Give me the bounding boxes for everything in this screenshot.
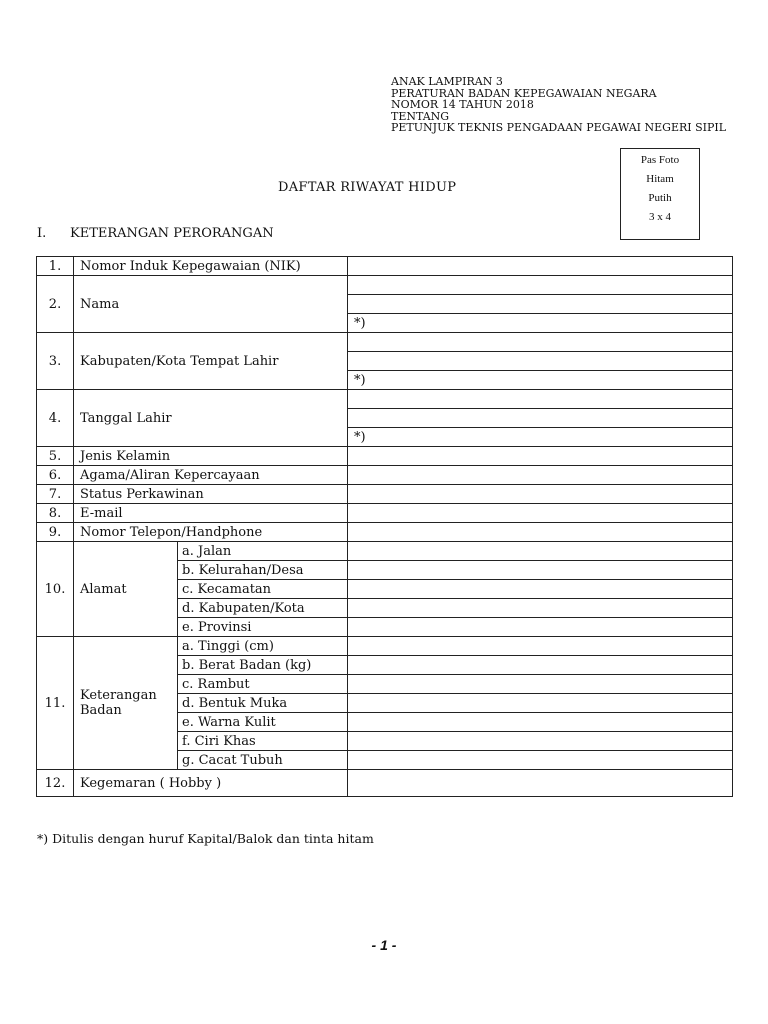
jenis-kelamin-field[interactable]	[348, 447, 733, 466]
document-header	[391, 76, 726, 134]
kabupaten-field[interactable]	[348, 599, 733, 618]
sub-label: b. Kelurahan/Desa	[178, 561, 348, 580]
table-row	[37, 390, 733, 409]
row-number: 5.	[37, 447, 74, 466]
sub-label: c. Kecamatan	[178, 580, 348, 599]
telepon-field[interactable]	[348, 523, 733, 542]
row-number: 3.	[37, 333, 74, 390]
row-number: 12.	[37, 770, 74, 797]
row-label: Kegemaran ( Hobby )	[74, 770, 348, 797]
table-row	[37, 485, 733, 504]
agama-field[interactable]	[348, 466, 733, 485]
header-line-3: NOMOR 14 TAHUN 2018	[391, 98, 534, 111]
nama-field-line-1[interactable]	[348, 276, 733, 295]
row-number: 2.	[37, 276, 74, 333]
row-label: Nomor Telepon/Handphone	[74, 523, 348, 542]
row-number: 1.	[37, 257, 74, 276]
row-label: Nama	[74, 276, 348, 333]
tinggi-field[interactable]	[348, 637, 733, 656]
row-label-line-2: Badan	[80, 703, 122, 718]
header-line-1: ANAK LAMPIRAN 3	[391, 75, 503, 88]
photo-box[interactable]	[620, 148, 700, 240]
row-label	[74, 637, 178, 770]
tempat-lahir-field-line-1[interactable]	[348, 333, 733, 352]
tempat-lahir-field-line-2[interactable]	[348, 352, 733, 371]
row-label: Jenis Kelamin	[74, 447, 348, 466]
row-label: Agama/Aliran Kepercayaan	[74, 466, 348, 485]
table-row	[37, 466, 733, 485]
berat-badan-field[interactable]	[348, 656, 733, 675]
ciri-khas-field[interactable]	[348, 732, 733, 751]
row-label: Status Perkawinan	[74, 485, 348, 504]
row-label: Nomor Induk Kepegawaian (NIK)	[74, 257, 348, 276]
sub-label: d. Bentuk Muka	[178, 694, 348, 713]
table-row	[37, 447, 733, 466]
section-heading	[37, 226, 274, 241]
table-row	[37, 523, 733, 542]
table-row	[37, 333, 733, 352]
photo-box-line-2: Hitam	[646, 173, 674, 185]
row-number: 4.	[37, 390, 74, 447]
sub-label: e. Provinsi	[178, 618, 348, 637]
table-row	[37, 257, 733, 276]
nama-field-note[interactable]: *)	[348, 314, 733, 333]
sub-label: c. Rambut	[178, 675, 348, 694]
tanggal-lahir-field-note[interactable]: *)	[348, 428, 733, 447]
provinsi-field[interactable]	[348, 618, 733, 637]
status-perkawinan-field[interactable]	[348, 485, 733, 504]
section-number: I.	[37, 226, 47, 241]
row-label: Tanggal Lahir	[74, 390, 348, 447]
row-number: 10.	[37, 542, 74, 637]
footnote: *) Ditulis dengan huruf Kapital/Balok dan tinta hitam	[37, 831, 374, 846]
jalan-field[interactable]	[348, 542, 733, 561]
row-number: 11.	[37, 637, 74, 770]
sub-label: a. Jalan	[178, 542, 348, 561]
document-title: DAFTAR RIWAYAT HIDUP	[278, 180, 457, 195]
tanggal-lahir-field-line-1[interactable]	[348, 390, 733, 409]
email-field[interactable]	[348, 504, 733, 523]
sub-label: g. Cacat Tubuh	[178, 751, 348, 770]
tempat-lahir-field-note[interactable]: *)	[348, 371, 733, 390]
table-row	[37, 276, 733, 295]
sub-label: f. Ciri Khas	[178, 732, 348, 751]
page-number: - 1 -	[371, 937, 397, 953]
kelurahan-field[interactable]	[348, 561, 733, 580]
row-label: Kabupaten/Kota Tempat Lahir	[74, 333, 348, 390]
table-row	[37, 637, 733, 656]
hobby-field[interactable]	[348, 770, 733, 797]
tanggal-lahir-field-line-2[interactable]	[348, 409, 733, 428]
row-number: 6.	[37, 466, 74, 485]
row-label: E-mail	[74, 504, 348, 523]
cacat-tubuh-field[interactable]	[348, 751, 733, 770]
nama-field-line-2[interactable]	[348, 295, 733, 314]
kecamatan-field[interactable]	[348, 580, 733, 599]
sub-label: a. Tinggi (cm)	[178, 637, 348, 656]
table-row	[37, 504, 733, 523]
nik-field[interactable]	[348, 257, 733, 276]
rambut-field[interactable]	[348, 675, 733, 694]
header-line-5: PETUNJUK TEKNIS PENGADAAN PEGAWAI NEGERI SIPIL	[391, 121, 727, 134]
row-label: Alamat	[74, 542, 178, 637]
photo-box-line-4: 3 x 4	[649, 211, 671, 223]
section-label: KETERANGAN PERORANGAN	[70, 226, 274, 241]
table-row	[37, 542, 733, 561]
header-line-4: TENTANG	[391, 109, 450, 123]
personal-info-table	[36, 256, 733, 797]
photo-box-line-1: Pas Foto	[640, 154, 680, 166]
sub-label: b. Berat Badan (kg)	[178, 656, 348, 675]
row-label-line-1: Keterangan	[80, 688, 157, 703]
row-number: 7.	[37, 485, 74, 504]
sub-label: e. Warna Kulit	[178, 713, 348, 732]
bentuk-muka-field[interactable]	[348, 694, 733, 713]
row-number: 9.	[37, 523, 74, 542]
row-number: 8.	[37, 504, 74, 523]
header-line-2: PERATURAN BADAN KEPEGAWAIAN NEGARA	[391, 86, 657, 100]
photo-box-line-3: Putih	[648, 192, 672, 204]
warna-kulit-field[interactable]	[348, 713, 733, 732]
table-row	[37, 770, 733, 797]
sub-label: d. Kabupaten/Kota	[178, 599, 348, 618]
